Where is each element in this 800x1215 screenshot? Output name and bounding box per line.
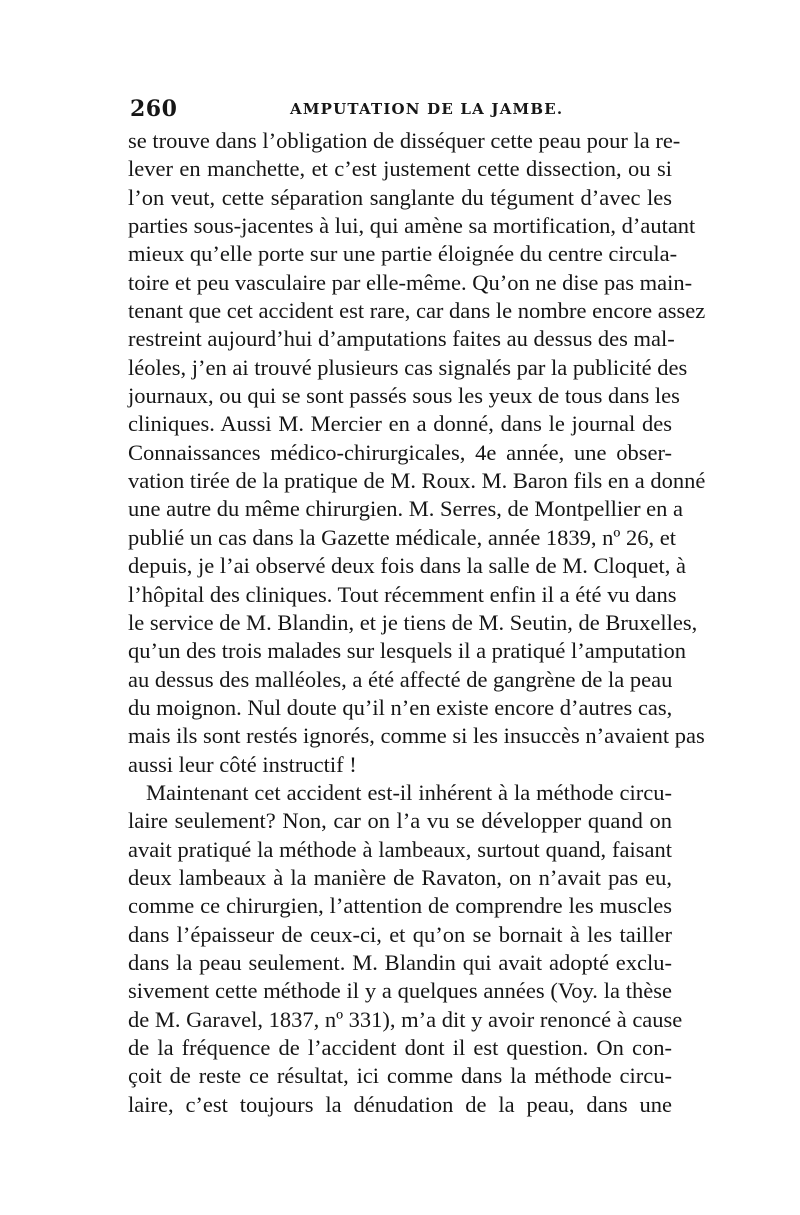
- text-line: vation tirée de la pratique de M. Roux. M. Baron fils en a donné: [128, 468, 706, 494]
- text-line: le service de M. Blandin, et je tiens de M. Seutin, de Bruxelles,: [128, 609, 698, 635]
- text-line: avait pratiqué la méthode à lambeaux, surtout quand, faisant: [128, 836, 672, 862]
- text-line: l’hôpital des cliniques. Tout récemment enfin il a été vu dans: [128, 581, 677, 607]
- text-line: au dessus des malléoles, a été affecté de gangrène de la peau: [128, 666, 673, 692]
- paragraph: [128, 127, 706, 779]
- text-line: léoles, j’en ai trouvé plusieurs cas signalés par la publicité des: [128, 354, 688, 380]
- page-header: [130, 96, 670, 122]
- text-line: du moignon. Nul doute qu’il n’en existe encore d’autres cas,: [128, 694, 673, 720]
- text-line: qu’un des trois malades sur lesquels il a pratiqué l’amputation: [128, 638, 686, 664]
- text-line: mais ils sont restés ignorés, comme si les insuccès n’avaient pas: [128, 723, 705, 749]
- text-line: de M. Garavel, 1837, nº 331), m’a dit y avoir renoncé à cause: [128, 1006, 683, 1032]
- text-line: l’on veut, cette séparation sanglante du tégument d’avec les: [128, 184, 672, 210]
- text-line: restreint aujourd’hui d’amputations faites au dessus des mal-: [128, 326, 675, 352]
- paragraph: [128, 779, 683, 1119]
- text-line: cliniques. Aussi M. Mercier en a donné, dans le journal des: [128, 411, 672, 437]
- text-line: se trouve dans l’obligation de disséquer cette peau pour la re-: [128, 128, 681, 153]
- text-line: dans l’épaisseur de ceux-ci, et qu’on se bornait à les tailler: [128, 921, 672, 947]
- text-line: Connaissances médico-chirurgicales, 4e année, une obser-: [128, 439, 672, 465]
- text-line: tenant que cet accident est rare, car dans le nombre encore assez: [128, 298, 706, 324]
- running-title: AMPUTATION DE LA JAMBE.: [290, 100, 564, 118]
- text-line: publié un cas dans la Gazette médicale, année 1839, nº 26, et: [128, 524, 677, 550]
- text-line: parties sous-jacentes à lui, qui amène sa mortification, d’autant: [128, 213, 696, 239]
- text-line: aussi leur côté instructif !: [128, 751, 357, 777]
- text-line: laire seulement? Non, car on l’a vu se développer quand on: [128, 808, 672, 834]
- text-line: journaux, ou qui se sont passés sous les yeux de tous dans les: [128, 383, 680, 409]
- text-line: toire et peu vasculaire par elle-même. Qu’on ne dise pas main-: [128, 269, 693, 295]
- text-line: une autre du même chirurgien. M. Serres, de Montpellier en a: [128, 496, 684, 522]
- page-number: 260: [130, 96, 178, 122]
- text-line: lever en manchette, et c’est justement cette dissection, ou si: [128, 156, 672, 182]
- text-line: çoit de reste ce résultat, ici comme dans la méthode circu-: [128, 1063, 672, 1089]
- text-line: comme ce chirurgien, l’attention de comprendre les muscles: [128, 893, 672, 919]
- text-line: depuis, je l’ai observé deux fois dans la salle de M. Cloquet, à: [128, 553, 686, 579]
- text-line: dans la peau seulement. M. Blandin qui avait adopté exclu-: [128, 949, 672, 975]
- text-line: laire, c’est toujours la dénudation de la peau, dans une: [128, 1091, 672, 1117]
- text-line: mieux qu’elle porte sur une partie éloignée du centre circula-: [128, 241, 678, 267]
- text-line: Maintenant cet accident est-il inhérent à la méthode circu-: [146, 779, 672, 805]
- text-line: deux lambeaux à la manière de Ravaton, on n’avait pas eu,: [128, 864, 672, 890]
- text-line: sivement cette méthode il y a quelques années (Voy. la thèse: [128, 978, 672, 1004]
- text-line: de la fréquence de l’accident dont il est question. On con-: [128, 1035, 672, 1060]
- body-text: [128, 127, 706, 1119]
